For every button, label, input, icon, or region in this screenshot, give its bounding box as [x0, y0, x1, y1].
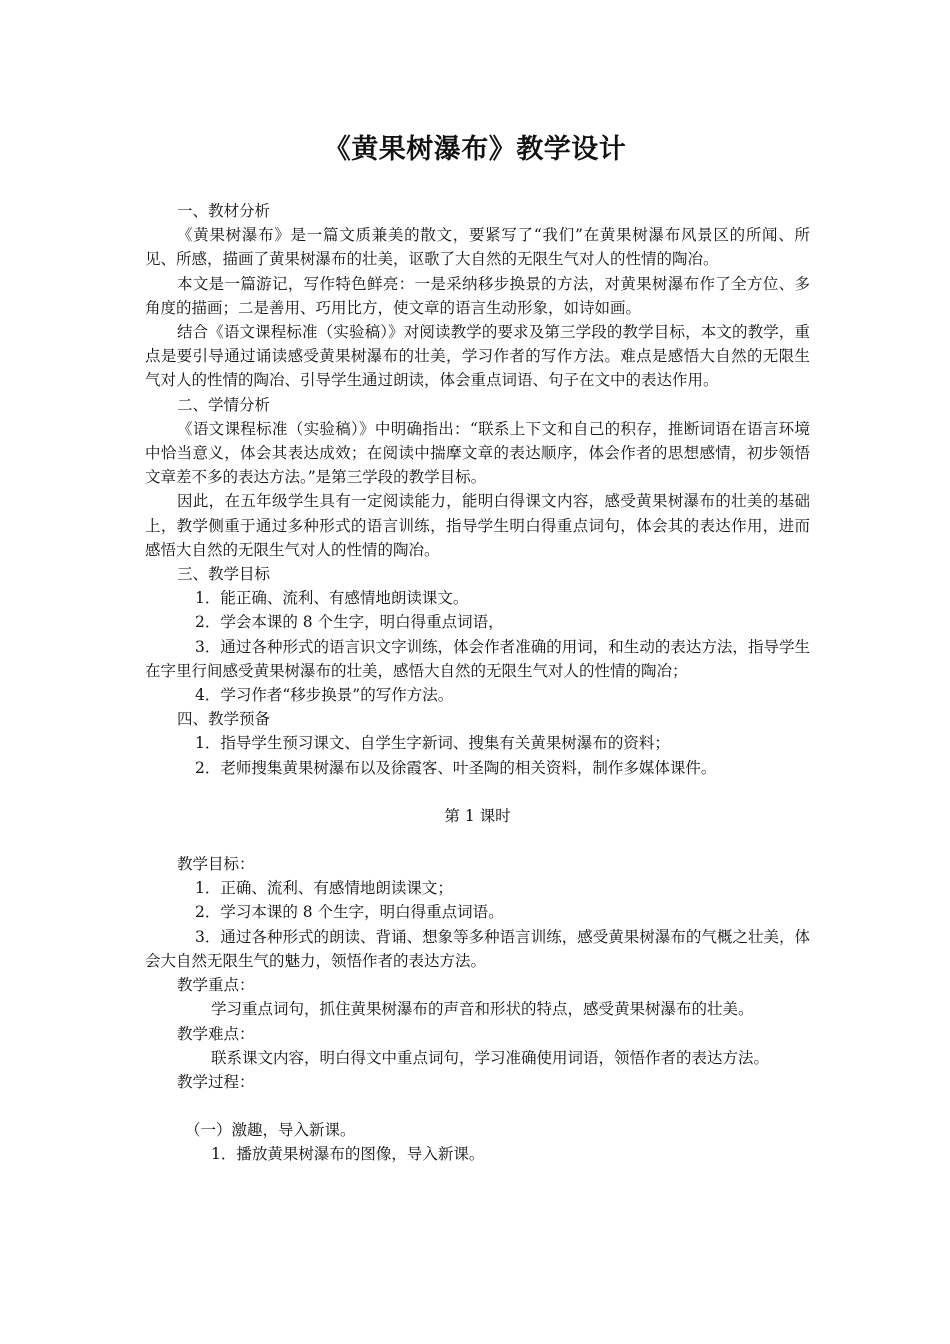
list-item: 3．通过各种形式的朗读、背诵、想象等多种语言训练，感受黄果树瀑布的气概之壮美，体会大自然无限生气的魅力，领悟作者的表达方法。 — [145, 927, 810, 970]
section-heading-analysis: 一、教材分析 — [177, 202, 271, 220]
list-item: 3．通过各种形式的语言识文字训练，体会作者准确的用词，和生动的表达方法，指导学生在字里行间感受黄果树瀑布的壮美，感悟大自然的无限生气对人的性情的陶冶； — [145, 637, 810, 680]
list-item: 1．指导学生预习课文、自学生字新词、搜集有关黄果树瀑布的资料； — [195, 734, 670, 753]
key-points-text: 学习重点词句，抓住黄果树瀑布的声音和形状的特点，感受黄果树瀑布的壮美。 — [211, 1000, 754, 1019]
paragraph: 《黄果树瀑布》是一篇文质兼美的散文，要紧写了“我们”在黄果树瀑布风景区的所闻、所见、所感，描画了黄果树瀑布的壮美，讴歌了大自然的无限生气对人的性情的陶冶。 — [145, 226, 810, 269]
step-heading: （一）激趣，导入新课。 — [185, 1121, 356, 1140]
document-title: 《黄果树瀑布》教学设计 — [323, 134, 627, 165]
list-item: 1．播放黄果树瀑布的图像，导入新课。 — [211, 1145, 485, 1164]
lesson-heading: 第 1 课时 — [444, 806, 511, 825]
paragraph: 因此，在五年级学生具有一定阅读能力，能明白得课文内容，感受黄果树瀑布的壮美的基础上，教学侧重于通过多种形式的语言训练，指导学生明白得重点词句，体会其的表达作用，进而感悟大自然的无限生气对人的性情的陶冶。 — [145, 492, 810, 559]
list-item: 2．老师搜集黄果树瀑布以及徐霞客、叶圣陶的相关资料，制作多媒体课件。 — [195, 758, 717, 777]
section-heading-preparation: 四、教学预备 — [177, 710, 271, 729]
list-item: 2．学会本课的 8 个生字，明白得重点词语， — [195, 613, 504, 632]
list-item: 2．学习本课的 8 个生字，明白得重点词语。 — [195, 903, 504, 922]
paragraph: 本文是一篇游记，写作特色鲜亮：一是采纳移步换景的方法，对黄果树瀑布作了全方位、多角度的描画；二是善用、巧用比方，使文章的语言生动形象，如诗如画。 — [145, 274, 810, 317]
difficulty-label: 教学难点： — [177, 1024, 255, 1043]
process-label: 教学过程： — [177, 1072, 255, 1091]
paragraph: 《语文课程标准（实验稿）》中明确指出：“联系上下文和自己的积存，推断词语在语言环境中恰当意义，体会其表达成效；在阅读中揣摩文章的表达顺序，体会作者的思想感情，初步领悟文章差不多的表达方法。”是第三学段的教学目标。 — [145, 419, 810, 487]
list-item: 1．正确、流利、有感情地朗读课文； — [195, 879, 453, 898]
section-heading-student-analysis: 二、学情分析 — [177, 395, 271, 414]
paragraph: 结合《语文课程标准（实验稿）》对阅读教学的要求及第三学段的教学目标，本文的教学，重点是要引导通过诵读感受黄果树瀑布的壮美，学习作者的写作方法。难点是感悟大自然的无限生气对人的性情的陶冶、引导学生通过朗读，体会重点词语、句子在文中的表达作用。 — [145, 323, 810, 390]
difficulty-text: 联系课文内容，明白得文中重点词句，学习准确使用词语，领悟作者的表达方法。 — [211, 1048, 770, 1067]
key-points-label: 教学重点： — [177, 976, 255, 995]
list-item: 1．能正确、流利、有感情地朗读课文。 — [195, 589, 469, 608]
list-item: 4．学习作者“移步换景”的写作方法。 — [195, 686, 454, 705]
document-body — [145, 199, 810, 1167]
section-heading-goals: 三、教学目标 — [177, 565, 271, 584]
goals-label: 教学目标： — [177, 855, 255, 874]
